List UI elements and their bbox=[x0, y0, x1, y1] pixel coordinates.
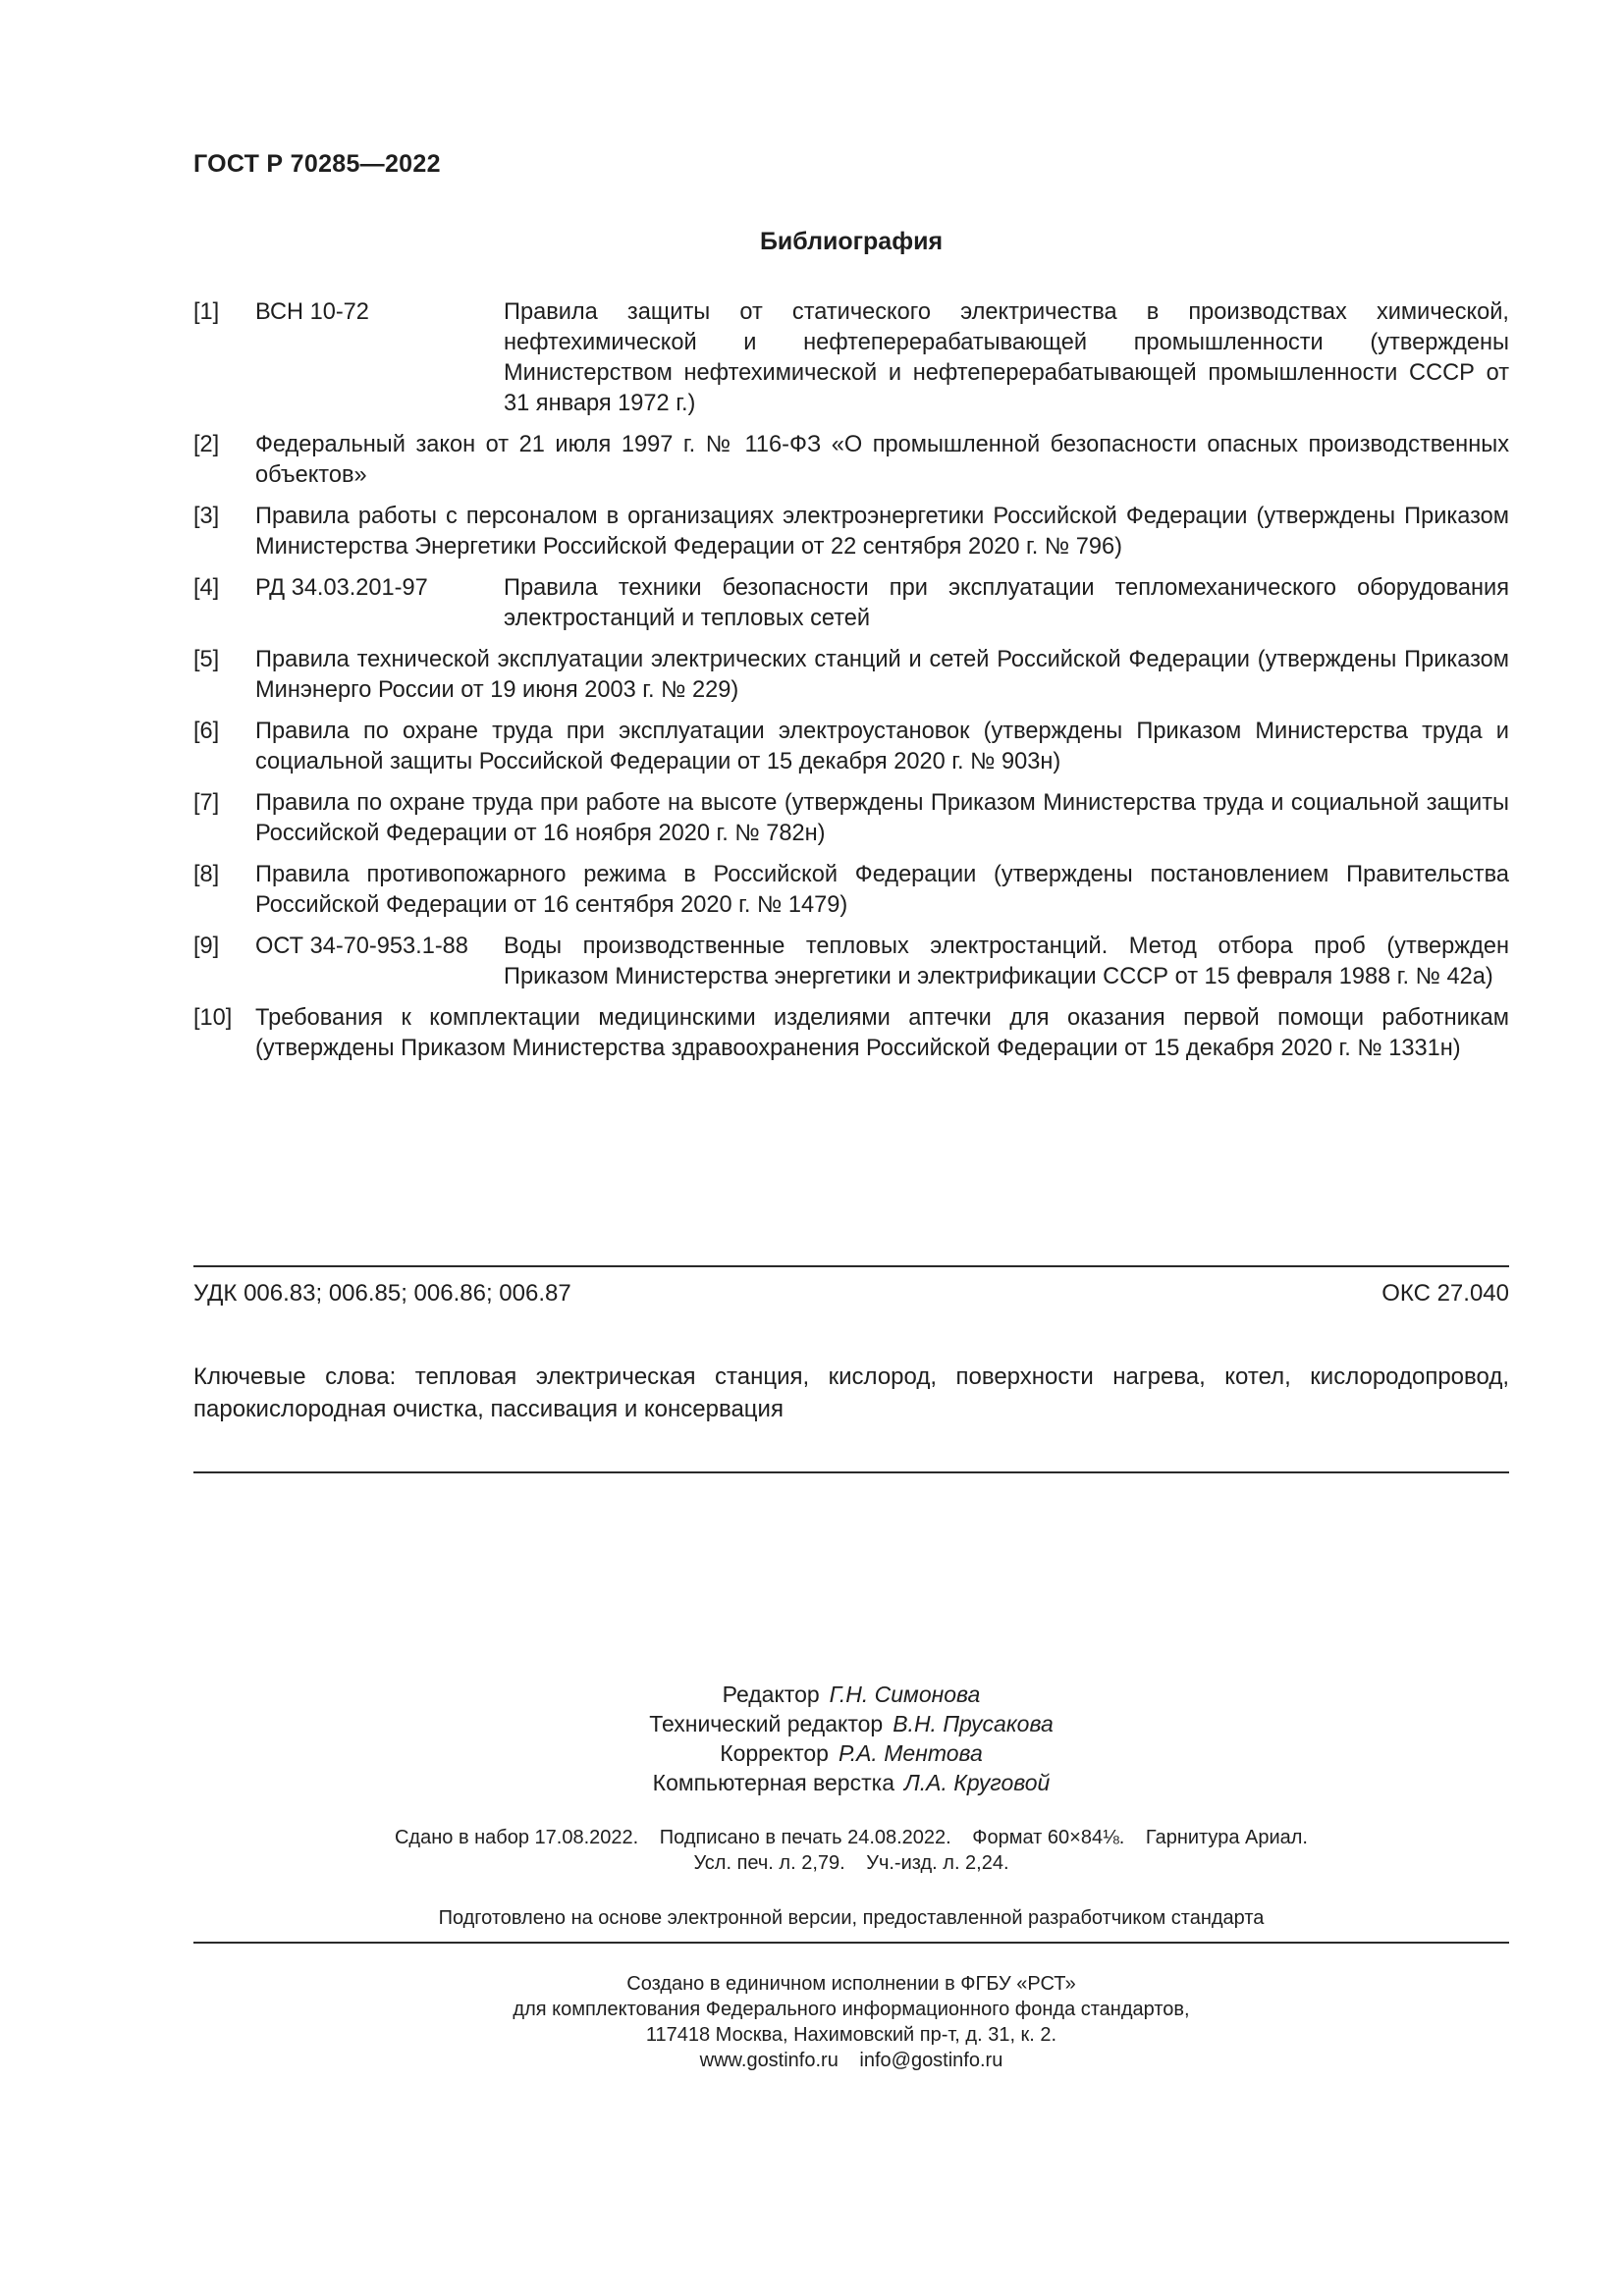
credit-role: Компьютерная верстка bbox=[652, 1770, 894, 1795]
entry-text: Правила по охране труда при работе на высоте (утверждены Приказом Министерства труда и социальной защиты Российской Федерации от 16 ноября 2020 г. № 782н) bbox=[255, 790, 1509, 846]
entry-text: Правила техники безопасности при эксплуатации тепломеханического оборудования электростанций и тепловых сетей bbox=[504, 575, 1509, 631]
bibliography-entry bbox=[193, 502, 1509, 562]
credit-role: Технический редактор bbox=[649, 1711, 884, 1736]
entry-number: [5] bbox=[193, 647, 220, 672]
entry-number: [7] bbox=[193, 790, 220, 816]
entry-number: [3] bbox=[193, 504, 220, 529]
print-info bbox=[0, 1825, 1624, 1876]
keywords: Ключевые слова: тепловая электрическая станция, кислород, поверхности нагрева, котел, кислородопровод, парокислородная очистка, пассивация и консервация bbox=[193, 1363, 1509, 1422]
prepared-note: Подготовлено на основе электронной версии, предоставленной разработчиком стандарта bbox=[438, 1907, 1265, 1929]
bibliography-entry bbox=[193, 932, 1509, 992]
print-info-line bbox=[0, 1850, 1624, 1876]
entry-number: [2] bbox=[193, 432, 220, 457]
divider-bottom bbox=[193, 1942, 1509, 1944]
entry-text: Воды производственные тепловых электростанций. Метод отбора проб (утвержден Приказом Министерства энергетики и электрификации СССР от 15 февраля 1988 г. № 42а) bbox=[504, 934, 1509, 989]
signed-date: Подписано в печать 24.08.2022. bbox=[659, 1827, 951, 1848]
bibliography-entry bbox=[193, 1003, 1509, 1064]
entry-text: Правила защиты от статического электричества в производствах химической, нефтехимической и нефтеперерабатывающей промышленности (утверждены Министерством нефтехимической и нефтеперерабатывающей промышленности СССР от 31 января 1972 г.) bbox=[504, 299, 1509, 416]
publisher-sheets: Уч.-изд. л. 2,24. bbox=[866, 1852, 1009, 1874]
bibliography-entry bbox=[193, 297, 1509, 419]
document-code: ГОСТ Р 70285—2022 bbox=[193, 150, 441, 178]
udk-code: УДК 006.83; 006.85; 006.86; 006.87 bbox=[193, 1280, 571, 1307]
bibliography-entry bbox=[193, 717, 1509, 777]
credit-name: Р.А. Ментова bbox=[838, 1740, 983, 1766]
bibliography-title: Библиография bbox=[759, 228, 944, 255]
publisher-address: 117418 Москва, Нахимовский пр-т, д. 31, к. 2. bbox=[645, 2024, 1057, 2046]
entry-text: Требования к комплектации медицинскими изделиями аптечки для оказания первой помощи работникам (утверждены Приказом Министерства здравоохранения Российской Федерации от 15 декабря 2020 г. № 1331н) bbox=[255, 1005, 1509, 1061]
entry-number: [1] bbox=[193, 299, 220, 325]
entry-number: [4] bbox=[193, 575, 220, 601]
divider-top bbox=[193, 1265, 1509, 1267]
publisher-line: для комплектования Федерального информационного фонда стандартов, bbox=[513, 1999, 1190, 2020]
printed-sheets: Усл. печ. л. 2,79. bbox=[693, 1852, 845, 1874]
credit-line bbox=[0, 1709, 1624, 1738]
entry-number: [10] bbox=[193, 1005, 233, 1031]
credit-line bbox=[0, 1680, 1624, 1709]
bibliography-entry bbox=[193, 645, 1509, 706]
bibliography-entry bbox=[193, 788, 1509, 849]
credit-name: Л.А. Круговой bbox=[904, 1770, 1051, 1795]
credit-role: Редактор bbox=[722, 1682, 820, 1707]
bibliography-entry bbox=[193, 860, 1509, 921]
entry-number: [6] bbox=[193, 719, 220, 744]
credit-role: Корректор bbox=[720, 1740, 829, 1766]
credit-line bbox=[0, 1738, 1624, 1768]
credit-line bbox=[0, 1768, 1624, 1797]
entry-text: Правила противопожарного режима в Российской Федерации (утверждены постановлением Правительства Российской Федерации от 16 сентября 2020 г. № 1479) bbox=[255, 862, 1509, 918]
entry-code: ВСН 10-72 bbox=[255, 299, 369, 325]
entry-text: Федеральный закон от 21 июля 1997 г. № 116-ФЗ «О промышленной безопасности опасных производственных объектов» bbox=[255, 432, 1509, 488]
credit-name: Г.Н. Симонова bbox=[829, 1682, 981, 1707]
bibliography-entry bbox=[193, 430, 1509, 491]
submitted-date: Сдано в набор 17.08.2022. bbox=[394, 1827, 639, 1848]
paper-format: Формат 60×84⅛. bbox=[972, 1827, 1125, 1848]
publisher-links bbox=[0, 2048, 1624, 2073]
entry-number: [8] bbox=[193, 862, 220, 887]
typeface: Гарнитура Ариал. bbox=[1145, 1827, 1308, 1848]
bibliography-list bbox=[193, 297, 1509, 1075]
entry-number: [9] bbox=[193, 934, 220, 959]
publisher-line: Создано в единичном исполнении в ФГБУ «РСТ» bbox=[626, 1973, 1076, 1995]
oks-code: ОКС 27.040 bbox=[1381, 1280, 1509, 1307]
credits-block bbox=[0, 1680, 1624, 1797]
entry-code: РД 34.03.201-97 bbox=[255, 575, 428, 601]
bibliography-entry bbox=[193, 573, 1509, 634]
print-info-line bbox=[0, 1825, 1624, 1850]
divider-middle bbox=[193, 1471, 1509, 1473]
entry-code: ОСТ 34-70-953.1-88 bbox=[255, 934, 468, 959]
credit-name: В.Н. Прусакова bbox=[893, 1711, 1054, 1736]
entry-text: Правила технической эксплуатации электрических станций и сетей Российской Федерации (утверждены Приказом Минэнерго России от 19 июня 2003 г. № 229) bbox=[255, 647, 1509, 703]
website-link[interactable]: www.gostinfo.ru bbox=[699, 2050, 839, 2071]
entry-text: Правила по охране труда при эксплуатации электроустановок (утверждены Приказом Министерства труда и социальной защиты Российской Федерации от 15 декабря 2020 г. № 903н) bbox=[255, 719, 1509, 774]
email-link[interactable]: info@gostinfo.ru bbox=[859, 2050, 1003, 2071]
entry-text: Правила работы с персоналом в организациях электроэнергетики Российской Федерации (утверждены Приказом Министерства Энергетики Российской Федерации от 22 сентября 2020 г. № 796) bbox=[255, 504, 1509, 560]
publisher-block bbox=[0, 1971, 1624, 2073]
